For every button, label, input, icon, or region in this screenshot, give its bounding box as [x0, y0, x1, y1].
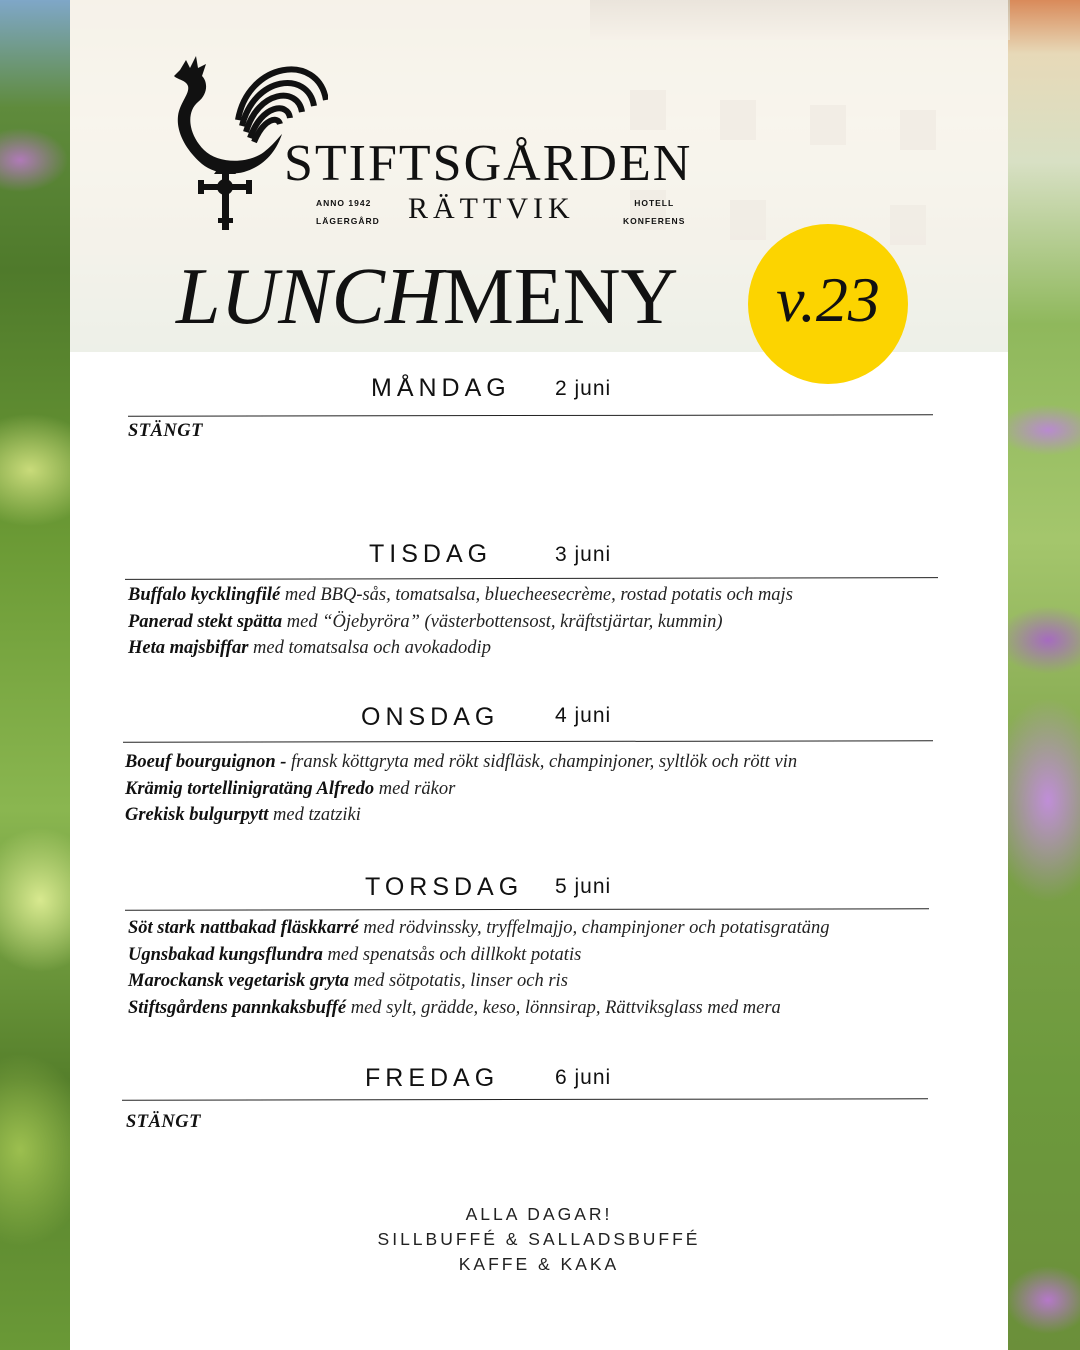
dish-name: Stiftsgårdens pannkaksbuffé: [128, 997, 347, 1018]
dish-desc: med BBQ-sås, tomatsalsa, bluecheesecrème, rostad potatis och majs: [280, 585, 793, 605]
dish-item: [128, 968, 829, 995]
dish-desc: med rödvinssky, tryffelmajjo, champinjoner och potatisgratäng: [358, 918, 830, 938]
brand-lagergard: LÄGERGÅRD: [316, 216, 380, 226]
brand-anno: ANNO 1942: [316, 198, 372, 208]
dish-name: Grekisk bulgurpytt: [125, 805, 269, 825]
dish-desc: fransk köttgryta med rökt sidfläsk, champinjoner, syltlök och rött vin: [286, 752, 798, 772]
page-title: [176, 252, 678, 342]
dish-desc: med sötpotatis, linser och ris: [348, 971, 568, 991]
dish-name: Boeuf bourguignon -: [125, 752, 287, 772]
day-date-tuesday: 3 juni: [555, 543, 612, 566]
day-date-friday: 6 juni: [555, 1066, 612, 1089]
day-date-monday: 2 juni: [555, 377, 612, 400]
dish-name: Heta majsbiffar: [128, 638, 249, 658]
footer-notice: [70, 1202, 1008, 1277]
brand-konferens: KONFERENS: [623, 216, 686, 226]
title-meny: MENY: [442, 253, 679, 341]
dish-item: [128, 582, 793, 609]
dish-item: [128, 915, 829, 942]
dish-desc: med “Öjebyröra” (västerbottensost, kräftstjärtar, kummin): [282, 611, 723, 632]
brand-name: STIFTSGÅRDEN: [284, 135, 693, 192]
dish-name: Panerad stekt spätta: [128, 611, 283, 632]
dish-item: [128, 942, 829, 969]
footer-line-2: SILLBUFFÉ & SALLADSBUFFÉ: [377, 1229, 701, 1249]
day-heading-wednesday: ONSDAG: [361, 703, 500, 731]
dish-name: Marockansk vegetarisk gryta: [128, 971, 349, 991]
day-heading-tuesday: TISDAG: [369, 540, 493, 568]
dish-list-tuesday: [128, 582, 793, 662]
day-date-wednesday: 4 juni: [555, 704, 612, 727]
day-heading-friday: FREDAG: [365, 1064, 500, 1092]
lilac-foliage-right: [1008, 0, 1080, 1350]
dish-item: [125, 776, 797, 803]
dish-item: [128, 609, 793, 636]
menu-panel: [70, 352, 1008, 1350]
dish-name: Krämig tortellinigratäng Alfredo: [125, 778, 375, 799]
brand-tagline-left: [316, 194, 380, 230]
footer-line-3: KAFFE & KAKA: [458, 1254, 620, 1274]
dish-item: [125, 749, 797, 776]
footer-line-1: ALLA DAGAR!: [465, 1204, 613, 1224]
day-heading-thursday: TORSDAG: [365, 873, 524, 901]
dish-desc: med spenatsås och dillkokt potatis: [322, 944, 582, 965]
title-lunch: LUNCH: [176, 253, 443, 341]
week-number: v.23: [776, 264, 880, 335]
dish-name: Ugnsbakad kungsflundra: [128, 944, 323, 965]
dish-desc: med sylt, grädde, keso, lönnsirap, Rättviksglass med mera: [346, 997, 781, 1018]
dish-desc: med räkor: [374, 778, 456, 799]
dish-list-thursday: [128, 915, 829, 1021]
closed-label-monday: STÄNGT: [128, 421, 203, 441]
brand-hotell: HOTELL: [634, 198, 675, 208]
dish-item: [128, 995, 829, 1022]
closed-label-friday: STÄNGT: [126, 1112, 201, 1132]
brand-city: RÄTTVIK: [408, 192, 575, 225]
dish-name: Buffalo kycklingfilé: [128, 585, 281, 605]
day-date-thursday: 5 juni: [555, 875, 612, 898]
dish-desc: med tomatsalsa och avokadodip: [248, 638, 491, 658]
dish-name: Söt stark nattbakad fläskkarré: [128, 918, 359, 938]
lilac-foliage-left: [0, 0, 70, 1350]
day-heading-monday: MÅNDAG: [371, 374, 511, 402]
stiftsgarden-logo: [168, 42, 728, 232]
week-badge: [748, 224, 908, 384]
dish-item: [128, 635, 793, 662]
dish-item: [125, 802, 797, 829]
dish-desc: med tzatziki: [268, 805, 361, 825]
brand-tagline-right: [623, 194, 685, 230]
dish-list-wednesday: [125, 749, 797, 829]
